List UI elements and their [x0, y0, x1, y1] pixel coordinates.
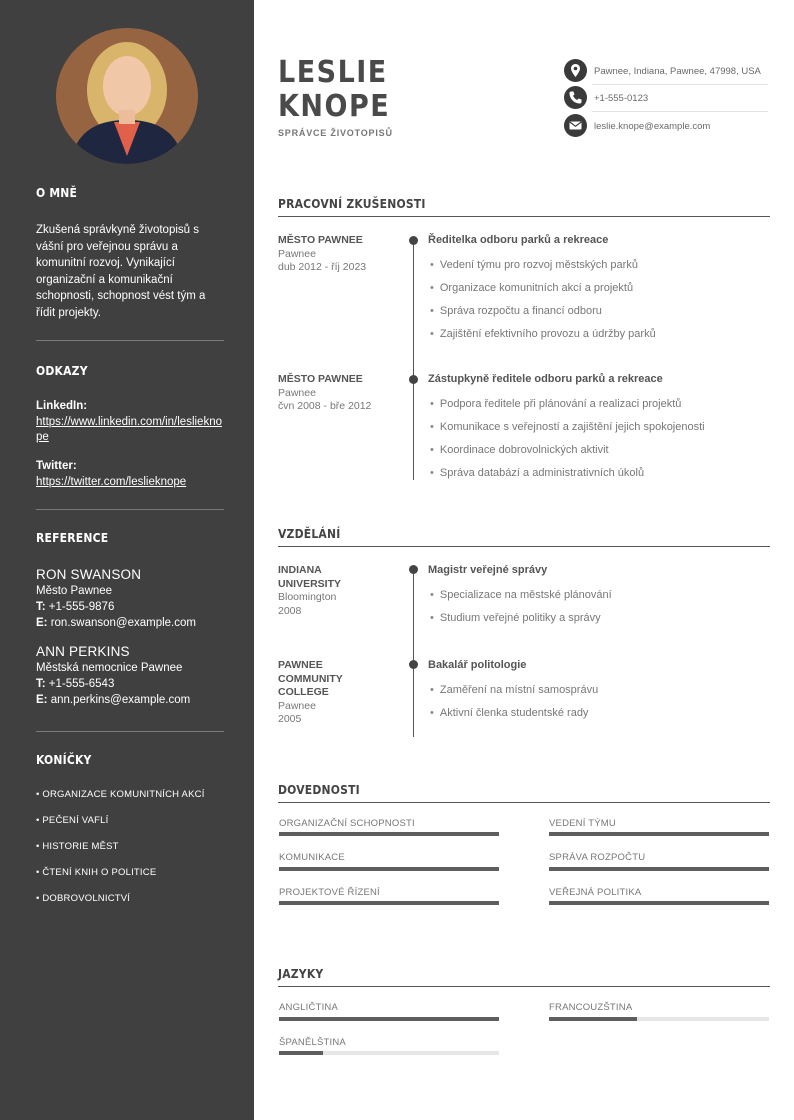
timeline-dot — [409, 236, 418, 245]
reference-name: ANN PERKINS — [36, 644, 130, 659]
reference-email — [36, 692, 236, 708]
section-divider — [278, 546, 770, 547]
reference-phone — [36, 599, 236, 615]
sidebar-divider — [36, 731, 224, 732]
hobbies-heading: KONÍČKY — [36, 753, 92, 767]
education-org — [278, 564, 388, 618]
education-org — [278, 659, 388, 727]
org-year: 2008 — [278, 604, 302, 617]
skill-bar-fill — [279, 832, 499, 836]
skill-label: KOMUNIKACE — [279, 852, 345, 863]
education-bullet: • Aktivní členka studentské rady — [430, 707, 588, 719]
language-bar — [279, 1051, 499, 1055]
profile-photo — [56, 28, 198, 164]
education-heading: VZDĚLÁNÍ — [278, 527, 341, 541]
experience-timeline — [413, 240, 414, 480]
reference-org: Město Pawnee — [36, 585, 113, 597]
skill-bar — [549, 832, 769, 836]
contact-divider — [592, 111, 768, 112]
education-timeline — [413, 569, 414, 737]
skill-bar-fill — [549, 832, 769, 836]
hobby-item: • ČTENÍ KNIH O POLITICE — [36, 867, 157, 878]
org-location: Pawnee — [278, 247, 316, 260]
hobby-item: • HISTORIE MĚST — [36, 841, 119, 852]
org-name: MĚSTO PAWNEE — [278, 234, 363, 246]
experience-bullet: • Organizace komunitních akcí a projektů — [430, 282, 633, 294]
reference-name: RON SWANSON — [36, 567, 142, 582]
org-name: UNIVERSITY — [278, 577, 342, 590]
org-location: Pawnee — [278, 386, 316, 399]
email-value: ron.swanson@example.com — [50, 617, 196, 629]
language-bar — [549, 1017, 769, 1021]
education-degree: Bakalář politologie — [428, 659, 527, 671]
map-pin-icon — [564, 59, 587, 82]
education-degree: Magistr veřejné správy — [428, 564, 548, 576]
experience-bullet: • Správa rozpočtu a financí odboru — [430, 305, 602, 317]
experience-heading: PRACOVNÍ ZKUŠENOSTI — [278, 197, 426, 211]
skill-bar — [549, 901, 769, 905]
experience-role: Ředitelka odboru parků a rekreace — [428, 234, 609, 246]
job-title: SPRÁVCE ŽIVOTOPISŮ — [278, 128, 393, 138]
skill-bar-fill — [549, 901, 769, 905]
about-text: Zkušená správkyně životopisů s vášní pro veřejnou správu a komunitní rozvoj. Vynikající organizační a komunikační schopnosti, schopnost vést tým a řídit projekty. — [36, 224, 206, 319]
sidebar-divider — [36, 340, 224, 341]
experience-bullet: • Komunikace s veřejností a zajištění jejich spokojenosti — [430, 421, 705, 433]
references-heading: REFERENCE — [36, 531, 109, 545]
links-heading: ODKAZY — [36, 364, 88, 378]
skill-bar-fill — [279, 901, 499, 905]
phone-value: +1-555-9876 — [48, 601, 115, 613]
skill-label: PROJEKTOVÉ ŘÍZENÍ — [279, 887, 380, 898]
email-label: E: — [36, 694, 48, 706]
phone-icon — [564, 86, 587, 109]
experience-bullet: • Vedení týmu pro rozvoj městských parků — [430, 259, 638, 271]
experience-role: Zástupkyně ředitele odboru parků a rekreace — [428, 373, 663, 385]
skills-heading: DOVEDNOSTI — [278, 783, 360, 797]
reference-email — [36, 615, 236, 631]
envelope-icon — [564, 114, 587, 137]
phone-label: T: — [36, 601, 46, 613]
education-bullet: • Studium veřejné politiky a správy — [430, 612, 601, 624]
skill-label: VEDENÍ TÝMU — [549, 818, 616, 829]
link-linkedin — [36, 398, 224, 446]
about-heading: O MNĚ — [36, 186, 78, 200]
section-divider — [278, 986, 770, 987]
timeline-dot — [409, 375, 418, 384]
language-bar-fill — [279, 1051, 323, 1055]
language-bar-fill — [279, 1017, 499, 1021]
experience-bullet: • Koordinace dobrovolnických aktivit — [430, 444, 609, 456]
language-label: ANGLIČTINA — [279, 1002, 339, 1013]
timeline-dot — [409, 660, 418, 669]
email-label: E: — [36, 617, 48, 629]
timeline-dot — [409, 565, 418, 574]
reference-phone — [36, 676, 236, 692]
contact-address: Pawnee, Indiana, Pawnee, 47998, USA — [594, 66, 761, 77]
language-bar-fill — [549, 1017, 637, 1021]
skill-bar — [279, 832, 499, 836]
link-linkedin-label: LinkedIn: — [36, 400, 88, 412]
skill-bar-fill — [279, 867, 499, 871]
reference-org: Městská nemocnice Pawnee — [36, 662, 183, 674]
phone-value: +1-555-6543 — [48, 678, 115, 690]
org-location: Bloomington — [278, 591, 337, 603]
skill-bar — [279, 901, 499, 905]
experience-bullet: • Zajištění efektivního provozu a údržby parků — [430, 328, 656, 340]
contact-divider — [592, 84, 768, 85]
contact-email[interactable]: leslie.knope@example.com — [594, 121, 711, 132]
reference-item — [36, 566, 236, 631]
last-name: KNOPE — [278, 89, 391, 124]
skill-bar-fill — [549, 867, 769, 871]
skill-bar — [279, 867, 499, 871]
email-value: ann.perkins@example.com — [50, 694, 191, 706]
org-dates: čvn 2008 - bře 2012 — [278, 400, 372, 412]
org-dates: dub 2012 - říj 2023 — [278, 261, 367, 273]
skill-label: SPRÁVA ROZPOČTU — [549, 852, 646, 863]
org-year: 2005 — [278, 713, 302, 725]
link-linkedin-url[interactable]: https://www.linkedin.com/in/leslieknope — [36, 415, 222, 443]
org-name: COMMUNITY — [278, 672, 343, 685]
link-twitter — [36, 458, 224, 490]
hobby-item: • ORGANIZACE KOMUNITNÍCH AKCÍ — [36, 789, 205, 800]
experience-bullet: • Správa databází a administrativních úkolů — [430, 467, 644, 479]
link-twitter-label: Twitter: — [36, 460, 77, 472]
org-name: INDIANA — [278, 564, 322, 576]
org-name: COLLEGE — [278, 686, 329, 698]
language-bar — [279, 1017, 499, 1021]
hobby-item: • DOBROVOLNICTVÍ — [36, 893, 131, 904]
skill-label: VEŘEJNÁ POLITIKA — [549, 887, 642, 898]
phone-label: T: — [36, 678, 46, 690]
experience-org — [278, 373, 388, 414]
org-name: PAWNEE — [278, 659, 323, 671]
first-name: LESLIE — [278, 55, 388, 90]
org-location: Pawnee — [278, 699, 316, 712]
education-bullet: • Specializace na městské plánování — [430, 589, 612, 601]
sidebar-divider — [36, 509, 224, 510]
contact-phone[interactable]: +1-555-0123 — [594, 93, 649, 104]
sidebar — [0, 0, 254, 1120]
link-twitter-url[interactable]: https://twitter.com/leslieknope — [36, 475, 187, 488]
languages-heading: JAZYKY — [278, 967, 324, 981]
experience-bullet: • Podpora ředitele při plánování a realizaci projektů — [430, 398, 681, 410]
org-name: MĚSTO PAWNEE — [278, 373, 363, 385]
reference-item — [36, 643, 236, 708]
skill-label: ORGANIZAČNÍ SCHOPNOSTI — [279, 818, 415, 829]
language-label: ŠPANĚLŠTINA — [279, 1037, 346, 1048]
experience-org — [278, 234, 388, 275]
skill-bar — [549, 867, 769, 871]
education-bullet: • Zaměření na místní samosprávu — [430, 684, 598, 696]
section-divider — [278, 216, 770, 217]
language-label: FRANCOUZŠTINA — [549, 1002, 633, 1013]
section-divider — [278, 802, 770, 803]
hobby-item: • PEČENÍ VAFLÍ — [36, 815, 109, 826]
